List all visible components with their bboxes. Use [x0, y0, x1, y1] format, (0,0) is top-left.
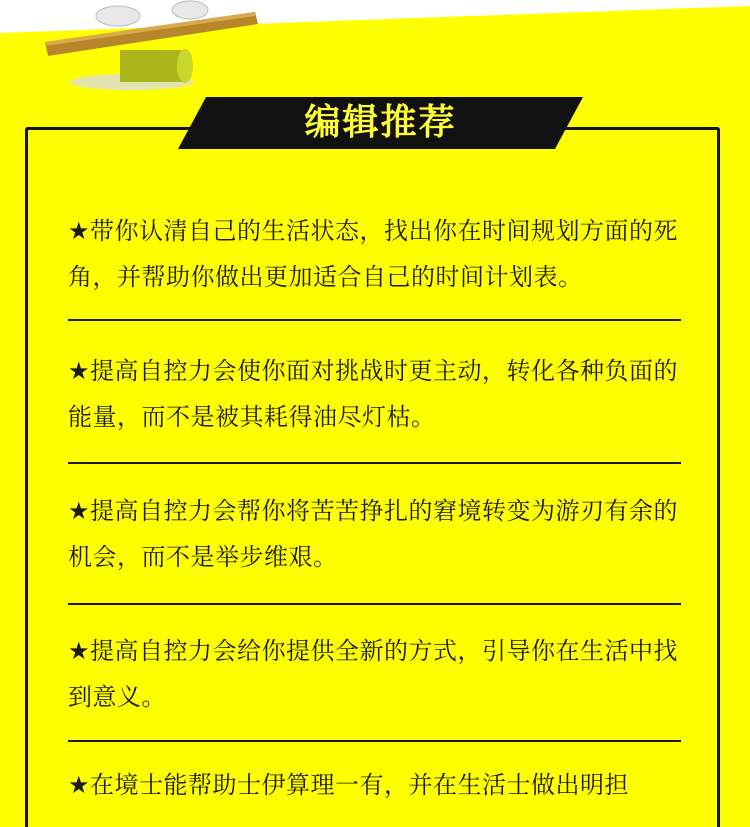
- divider: [68, 319, 681, 321]
- banner: [178, 97, 583, 149]
- banner-title: 编辑推荐: [304, 102, 457, 143]
- seesaw-illustration: [40, 0, 270, 92]
- divider: [68, 740, 681, 742]
- recommendation-item: ★提高自控力会给你提供全新的方式，引导你在生活中找到意义。: [68, 637, 679, 711]
- divider: [68, 462, 681, 464]
- recommendation-item: ★带你认清自己的生活状态，找出你在时间规划方面的死角，并帮助你做出更加适合自己的时间计划表。: [68, 217, 679, 291]
- recommendation-item: ★提高自控力会帮你将苦苦挣扎的窘境转变为游刃有余的机会，而不是举步维艰。: [68, 497, 679, 571]
- recommendation-item: ★在境士能帮助士伊算理一有，并在生活士做出明担: [68, 771, 630, 799]
- recommendation-item: ★提高自控力会使你面对挑战时更主动，转化各种负面的能量，而不是被其耗得油尽灯枯。: [68, 357, 679, 431]
- divider: [68, 603, 681, 605]
